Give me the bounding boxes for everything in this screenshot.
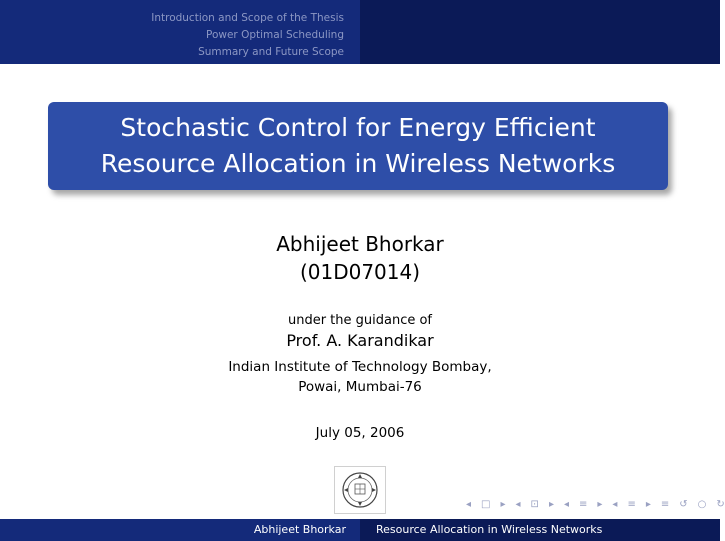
header-bar [0,0,720,64]
nav-symbol[interactable]: □ [481,498,491,510]
footer-author: Abhijeet Bhorkar [0,519,360,541]
institute-location: Powai, Mumbai-76 [298,379,422,395]
institute-block [0,357,720,397]
footer-short-title: Resource Allocation in Wireless Networks [360,519,720,541]
nav-symbol[interactable]: ≡ [660,498,670,510]
nav-symbol[interactable]: ◂ [466,498,472,510]
nav-section-summary[interactable]: Summary and Future Scope [198,46,344,58]
nav-symbol[interactable]: ▸ [645,498,651,510]
nav-symbol[interactable]: ≡ [579,498,588,510]
institute-name: Indian Institute of Technology Bombay, [228,359,492,375]
nav-symbol[interactable]: ◂ [515,498,521,510]
nav-symbol[interactable]: ○ [697,498,707,510]
nav-section-power-scheduling[interactable]: Power Optimal Scheduling [206,29,344,41]
author-block [0,230,720,286]
nav-symbol[interactable]: ↺ [679,498,688,510]
nav-symbol[interactable]: ▸ [597,498,603,510]
guidance-label: under the guidance of [287,313,433,328]
section-navigation [0,0,360,64]
nav-symbol[interactable]: ⊡ [530,498,539,510]
institute-logo [334,466,386,514]
nav-symbol[interactable]: ▸ [548,498,554,510]
nav-symbol[interactable]: ≡ [627,498,636,510]
title-block [48,102,668,190]
presentation-date: July 05, 2006 [315,425,405,441]
nav-symbol[interactable]: ▸ [500,498,506,510]
header-subsection-area [360,0,720,64]
nav-section-introduction[interactable]: Introduction and Scope of the Thesis [151,12,344,24]
author-name: Abhijeet Bhorkar [276,232,444,256]
footer-bar [0,519,720,541]
author-roll-number: (01D07014) [299,260,421,284]
title-line-1: Stochastic Control for Energy Efficient [120,113,596,142]
title-line-2: Resource Allocation in Wireless Networks [100,149,616,178]
institute-logo-icon [335,467,385,513]
nav-symbol[interactable]: ◂ [612,498,618,510]
nav-symbol[interactable]: ↻ [716,498,725,510]
advisor-name: Prof. A. Karandikar [286,331,434,350]
beamer-navigation-controls [466,497,725,511]
nav-symbol[interactable]: ◂ [563,498,569,510]
